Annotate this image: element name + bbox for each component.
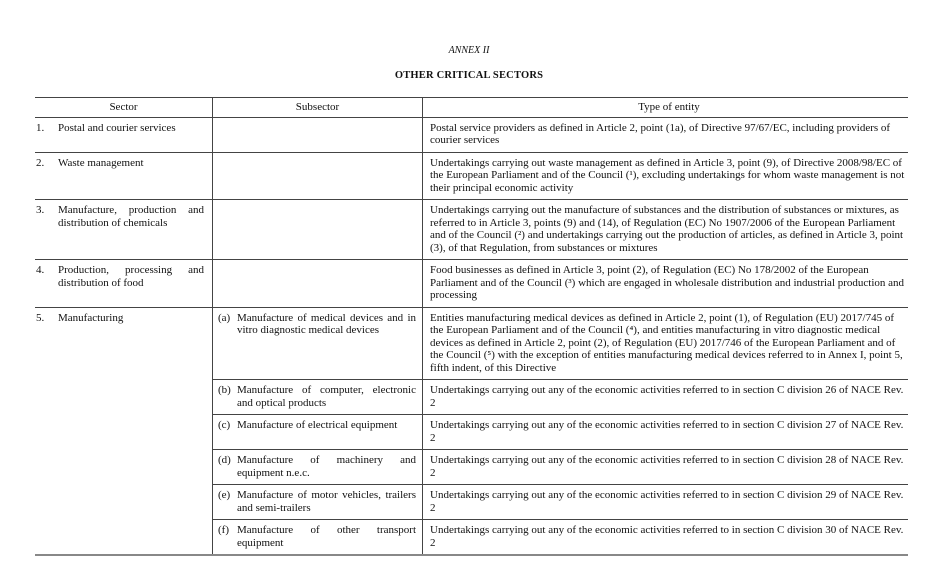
sector-name: Postal and courier services <box>58 121 176 134</box>
subsector-letter: (a) <box>218 311 231 324</box>
sector-name: Waste management <box>58 156 144 169</box>
sector-cell <box>35 200 213 260</box>
table-row <box>35 152 908 200</box>
sector-cell <box>35 117 213 152</box>
subsector-letter: (c) <box>218 419 231 431</box>
sector-name: Production, processing and distribution of food <box>58 264 204 289</box>
header-subsector: Subsector <box>213 98 423 118</box>
subsector-name: Manufacture of computer, electronic and optical products <box>237 384 416 409</box>
subsector-cell <box>213 152 423 200</box>
type-of-entity-cell: Undertakings carrying out waste management as defined in Article 3, point (9), of Directive 2008/98/EC of the European Parliament and of the Council (¹), excluding undertakings for whom waste management is not their principal economic activity <box>423 152 909 200</box>
type-of-entity-cell: Entities manufacturing medical devices as defined in Article 2, point (1), of Regulation (EU) 2017/745 of the European Parliament and of the Council (⁴), and entities manufacturing in vitro diagnostic medical devices as defined in Article 2, point (2), of Regulation (EU) 2017/746 of the European Parliament and of the Council (⁵) with the exception of entities manufacturing medical devices referred to in Annex I, point 5, fifth indent, of this Directive <box>423 307 909 380</box>
subsector-letter: (f) <box>218 524 229 536</box>
subsector-name: Manufacture of motor vehicles, trailers and semi-trailers <box>237 489 416 514</box>
table-row <box>35 307 908 380</box>
subsector-cell <box>213 415 423 450</box>
type-of-entity-cell: Undertakings carrying out any of the economic activities referred to in section C division 30 of NACE Rev. 2 <box>423 520 909 556</box>
table-header-row <box>35 98 908 118</box>
page-title: OTHER CRITICAL SECTORS <box>394 70 544 81</box>
sector-number: 3. <box>36 204 45 216</box>
header-type-of-entity: Type of entity <box>423 98 909 118</box>
sector-name: Manufacture, production and distribution of chemicals <box>58 204 204 229</box>
subsector-letter: (d) <box>218 454 231 466</box>
type-of-entity-cell: Undertakings carrying out any of the economic activities referred to in section C division 27 of NACE Rev. 2 <box>423 415 909 450</box>
subsector-cell <box>213 520 423 556</box>
subsector-cell <box>213 450 423 485</box>
sector-number: 1. <box>36 121 45 134</box>
sector-number: 5. <box>36 311 45 324</box>
subsector-name: Manufacture of electrical equipment <box>237 419 398 431</box>
type-of-entity-cell: Undertakings carrying out the manufacture of substances and the distribution of substances or mixtures, as referred to in Article 3, points (9) and (14), of Regulation (EC) No 1907/2006 of the European Parliament and of the Council (²) and undertakings carrying out the production of articles, as defined in Article 3, point (3), of that Regulation, from substances or mixtures <box>423 200 909 260</box>
sector-cell <box>35 307 213 555</box>
subsector-cell <box>213 260 423 308</box>
sector-cell <box>35 260 213 308</box>
type-of-entity-cell: Food businesses as defined in Article 3, point (2), of Regulation (EC) No 178/2002 of the European Parliament and of the Council (³) which are engaged in wholesale distribution and industrial production and processing <box>423 260 909 308</box>
table-row <box>35 117 908 152</box>
subsector-name: Manufacture of medical devices and in vitro diagnostic medical devices <box>237 311 416 336</box>
subsector-cell <box>213 307 423 380</box>
subsector-name: Manufacture of machinery and equipment n.e.c. <box>237 454 416 479</box>
type-of-entity-cell: Undertakings carrying out any of the economic activities referred to in section C division 26 of NACE Rev. 2 <box>423 380 909 415</box>
sector-number: 2. <box>36 156 45 169</box>
subsector-cell <box>213 485 423 520</box>
subsector-cell <box>213 200 423 260</box>
critical-sectors-table <box>35 97 908 556</box>
type-of-entity-cell: Undertakings carrying out any of the economic activities referred to in section C division 28 of NACE Rev. 2 <box>423 450 909 485</box>
subsector-cell <box>213 380 423 415</box>
subsector-cell <box>213 117 423 152</box>
type-of-entity-cell: Postal service providers as defined in Article 2, point (1a), of Directive 97/67/EC, including providers of courier services <box>423 117 909 152</box>
table-row <box>35 260 908 308</box>
subsector-letter: (b) <box>218 384 231 396</box>
header-sector: Sector <box>35 98 213 118</box>
table-row <box>35 200 908 260</box>
subsector-name: Manufacture of other transport equipment <box>237 524 416 549</box>
sector-name: Manufacturing <box>58 311 124 324</box>
sector-number: 4. <box>36 264 45 276</box>
sector-cell <box>35 152 213 200</box>
type-of-entity-cell: Undertakings carrying out any of the economic activities referred to in section C division 29 of NACE Rev. 2 <box>423 485 909 520</box>
annex-label: ANNEX II <box>448 45 490 56</box>
subsector-letter: (e) <box>218 489 231 501</box>
